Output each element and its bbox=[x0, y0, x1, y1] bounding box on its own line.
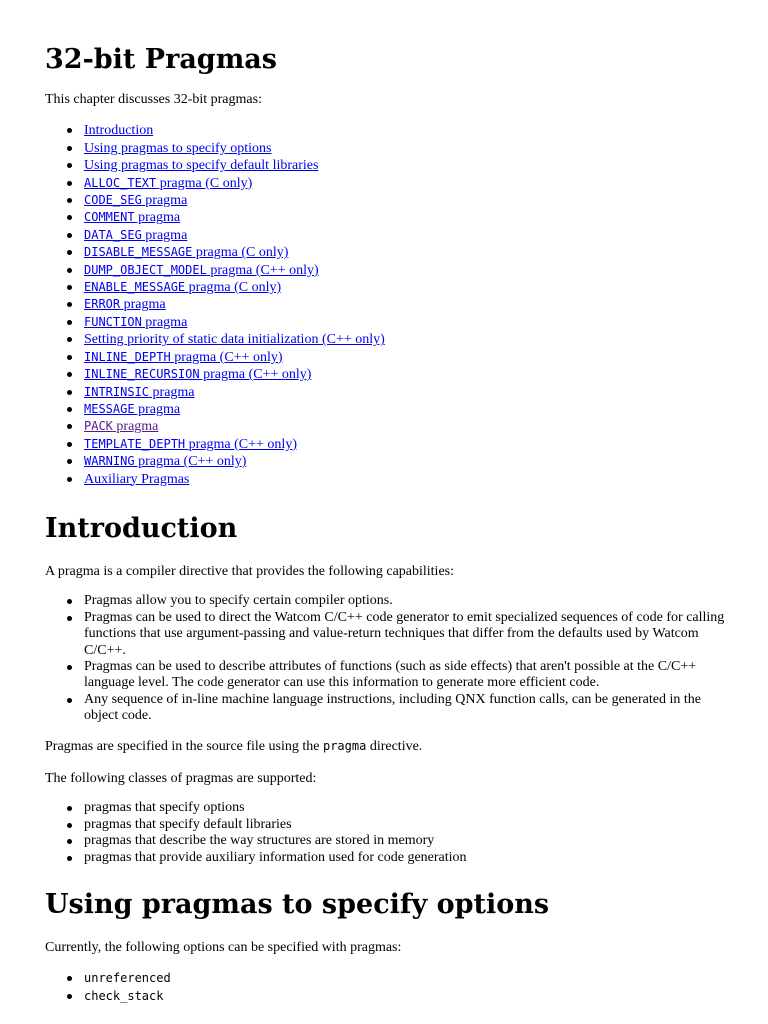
toc-link-disable-message[interactable]: DISABLE_MESSAGE pragma (C only) bbox=[84, 245, 289, 261]
specify-options-heading: Using pragmas to specify options bbox=[45, 889, 550, 921]
introduction-heading: Introduction bbox=[45, 512, 238, 544]
toc-item bbox=[84, 209, 735, 226]
toc-link-message[interactable]: MESSAGE pragma bbox=[84, 401, 181, 417]
toc-link-template-depth[interactable]: TEMPLATE_DEPTH pragma (C++ only) bbox=[84, 436, 297, 452]
toc-item bbox=[84, 436, 735, 453]
toc-item bbox=[84, 471, 735, 488]
toc-item bbox=[84, 140, 735, 157]
page-title: 32-bit Pragmas bbox=[45, 44, 277, 75]
toc-link-error[interactable]: ERROR pragma bbox=[84, 297, 166, 313]
toc-link-dump-object-model[interactable]: DUMP_OBJECT_MODEL pragma (C++ only) bbox=[84, 262, 319, 278]
toc-link-comment[interactable]: COMMENT pragma bbox=[84, 210, 181, 226]
list-item: pragmas that provide auxiliary information used for code generation bbox=[84, 850, 735, 866]
toc-item bbox=[84, 384, 735, 401]
toc-item bbox=[84, 401, 735, 418]
toc-item bbox=[84, 122, 735, 139]
table-of-contents bbox=[45, 122, 735, 488]
list-item: Pragmas can be used to direct the Watcom C/C++ code generator to emit specialized sequences of code for calling functions that use argument-passing and value-return techniques that differ from the defaults used by Watcom C/C++. bbox=[84, 610, 735, 659]
toc-link-warning[interactable]: WARNING pragma (C++ only) bbox=[84, 454, 247, 470]
toc-link-intrinsic[interactable]: INTRINSIC pragma bbox=[84, 384, 195, 400]
toc-item bbox=[84, 331, 735, 348]
list-item: Any sequence of in-line machine language instructions, including QNX function calls, can be generated in the object code. bbox=[84, 692, 735, 725]
list-item: pragmas that describe the way structures are stored in memory bbox=[84, 833, 735, 849]
toc-item bbox=[84, 227, 735, 244]
toc-link-auxiliary-pragmas[interactable]: Auxiliary Pragmas bbox=[84, 471, 190, 487]
toc-item bbox=[84, 192, 735, 209]
chapter-intro-text: This chapter discusses 32-bit pragmas: bbox=[45, 92, 262, 107]
list-item: unreferenced bbox=[84, 970, 735, 987]
list-item: pragmas that specify options bbox=[84, 800, 735, 816]
toc-item bbox=[84, 453, 735, 470]
introduction-paragraph: A pragma is a compiler directive that provides the following capabilities: bbox=[45, 563, 454, 579]
options-list bbox=[45, 970, 735, 1005]
pragma-keyword: pragma bbox=[322, 738, 367, 753]
toc-link-alloc-text[interactable]: ALLOC_TEXT pragma (C only) bbox=[84, 175, 253, 191]
pragma-classes-list bbox=[45, 800, 735, 866]
toc-link-enable-message[interactable]: ENABLE_MESSAGE pragma (C only) bbox=[84, 280, 282, 296]
toc-link-data-seg[interactable]: DATA_SEG pragma bbox=[84, 227, 188, 243]
toc-item bbox=[84, 296, 735, 313]
toc-link-code-seg[interactable]: CODE_SEG pragma bbox=[84, 193, 188, 209]
list-item: Pragmas allow you to specify certain compiler options. bbox=[84, 593, 735, 609]
toc-link-introduction[interactable]: Introduction bbox=[84, 123, 154, 139]
toc-item bbox=[84, 157, 735, 174]
toc-link-inline-depth[interactable]: INLINE_DEPTH pragma (C++ only) bbox=[84, 349, 283, 365]
list-item: Pragmas can be used to describe attributes of functions (such as side effects) that aren't possible at the C/C++ language level. The code generator can use this information to generate more efficient code. bbox=[84, 659, 735, 692]
toc-link-pack[interactable]: PACK pragma bbox=[84, 419, 159, 435]
list-item: check_stack bbox=[84, 988, 735, 1005]
classes-paragraph: The following classes of pragmas are supported: bbox=[45, 771, 317, 786]
capabilities-list bbox=[45, 593, 735, 724]
toc-item bbox=[84, 244, 735, 261]
pragma-directive-paragraph: Pragmas are specified in the source file using the pragma directive. bbox=[45, 738, 423, 754]
toc-item bbox=[84, 418, 735, 435]
toc-link-inline-recursion[interactable]: INLINE_RECURSION pragma (C++ only) bbox=[84, 367, 312, 383]
toc-link-specify-options[interactable]: Using pragmas to specify options bbox=[84, 140, 272, 156]
specify-options-paragraph: Currently, the following options can be specified with pragmas: bbox=[45, 940, 402, 956]
toc-link-default-libraries[interactable]: Using pragmas to specify default libraries bbox=[84, 158, 319, 174]
toc-link-function[interactable]: FUNCTION pragma bbox=[84, 314, 188, 330]
toc-item bbox=[84, 366, 735, 383]
toc-item bbox=[84, 279, 735, 296]
toc-item bbox=[84, 262, 735, 279]
toc-item bbox=[84, 175, 735, 192]
list-item: pragmas that specify default libraries bbox=[84, 817, 735, 833]
toc-item bbox=[84, 349, 735, 366]
toc-item bbox=[84, 314, 735, 331]
toc-link-static-init-priority[interactable]: Setting priority of static data initialization (C++ only) bbox=[84, 332, 385, 348]
